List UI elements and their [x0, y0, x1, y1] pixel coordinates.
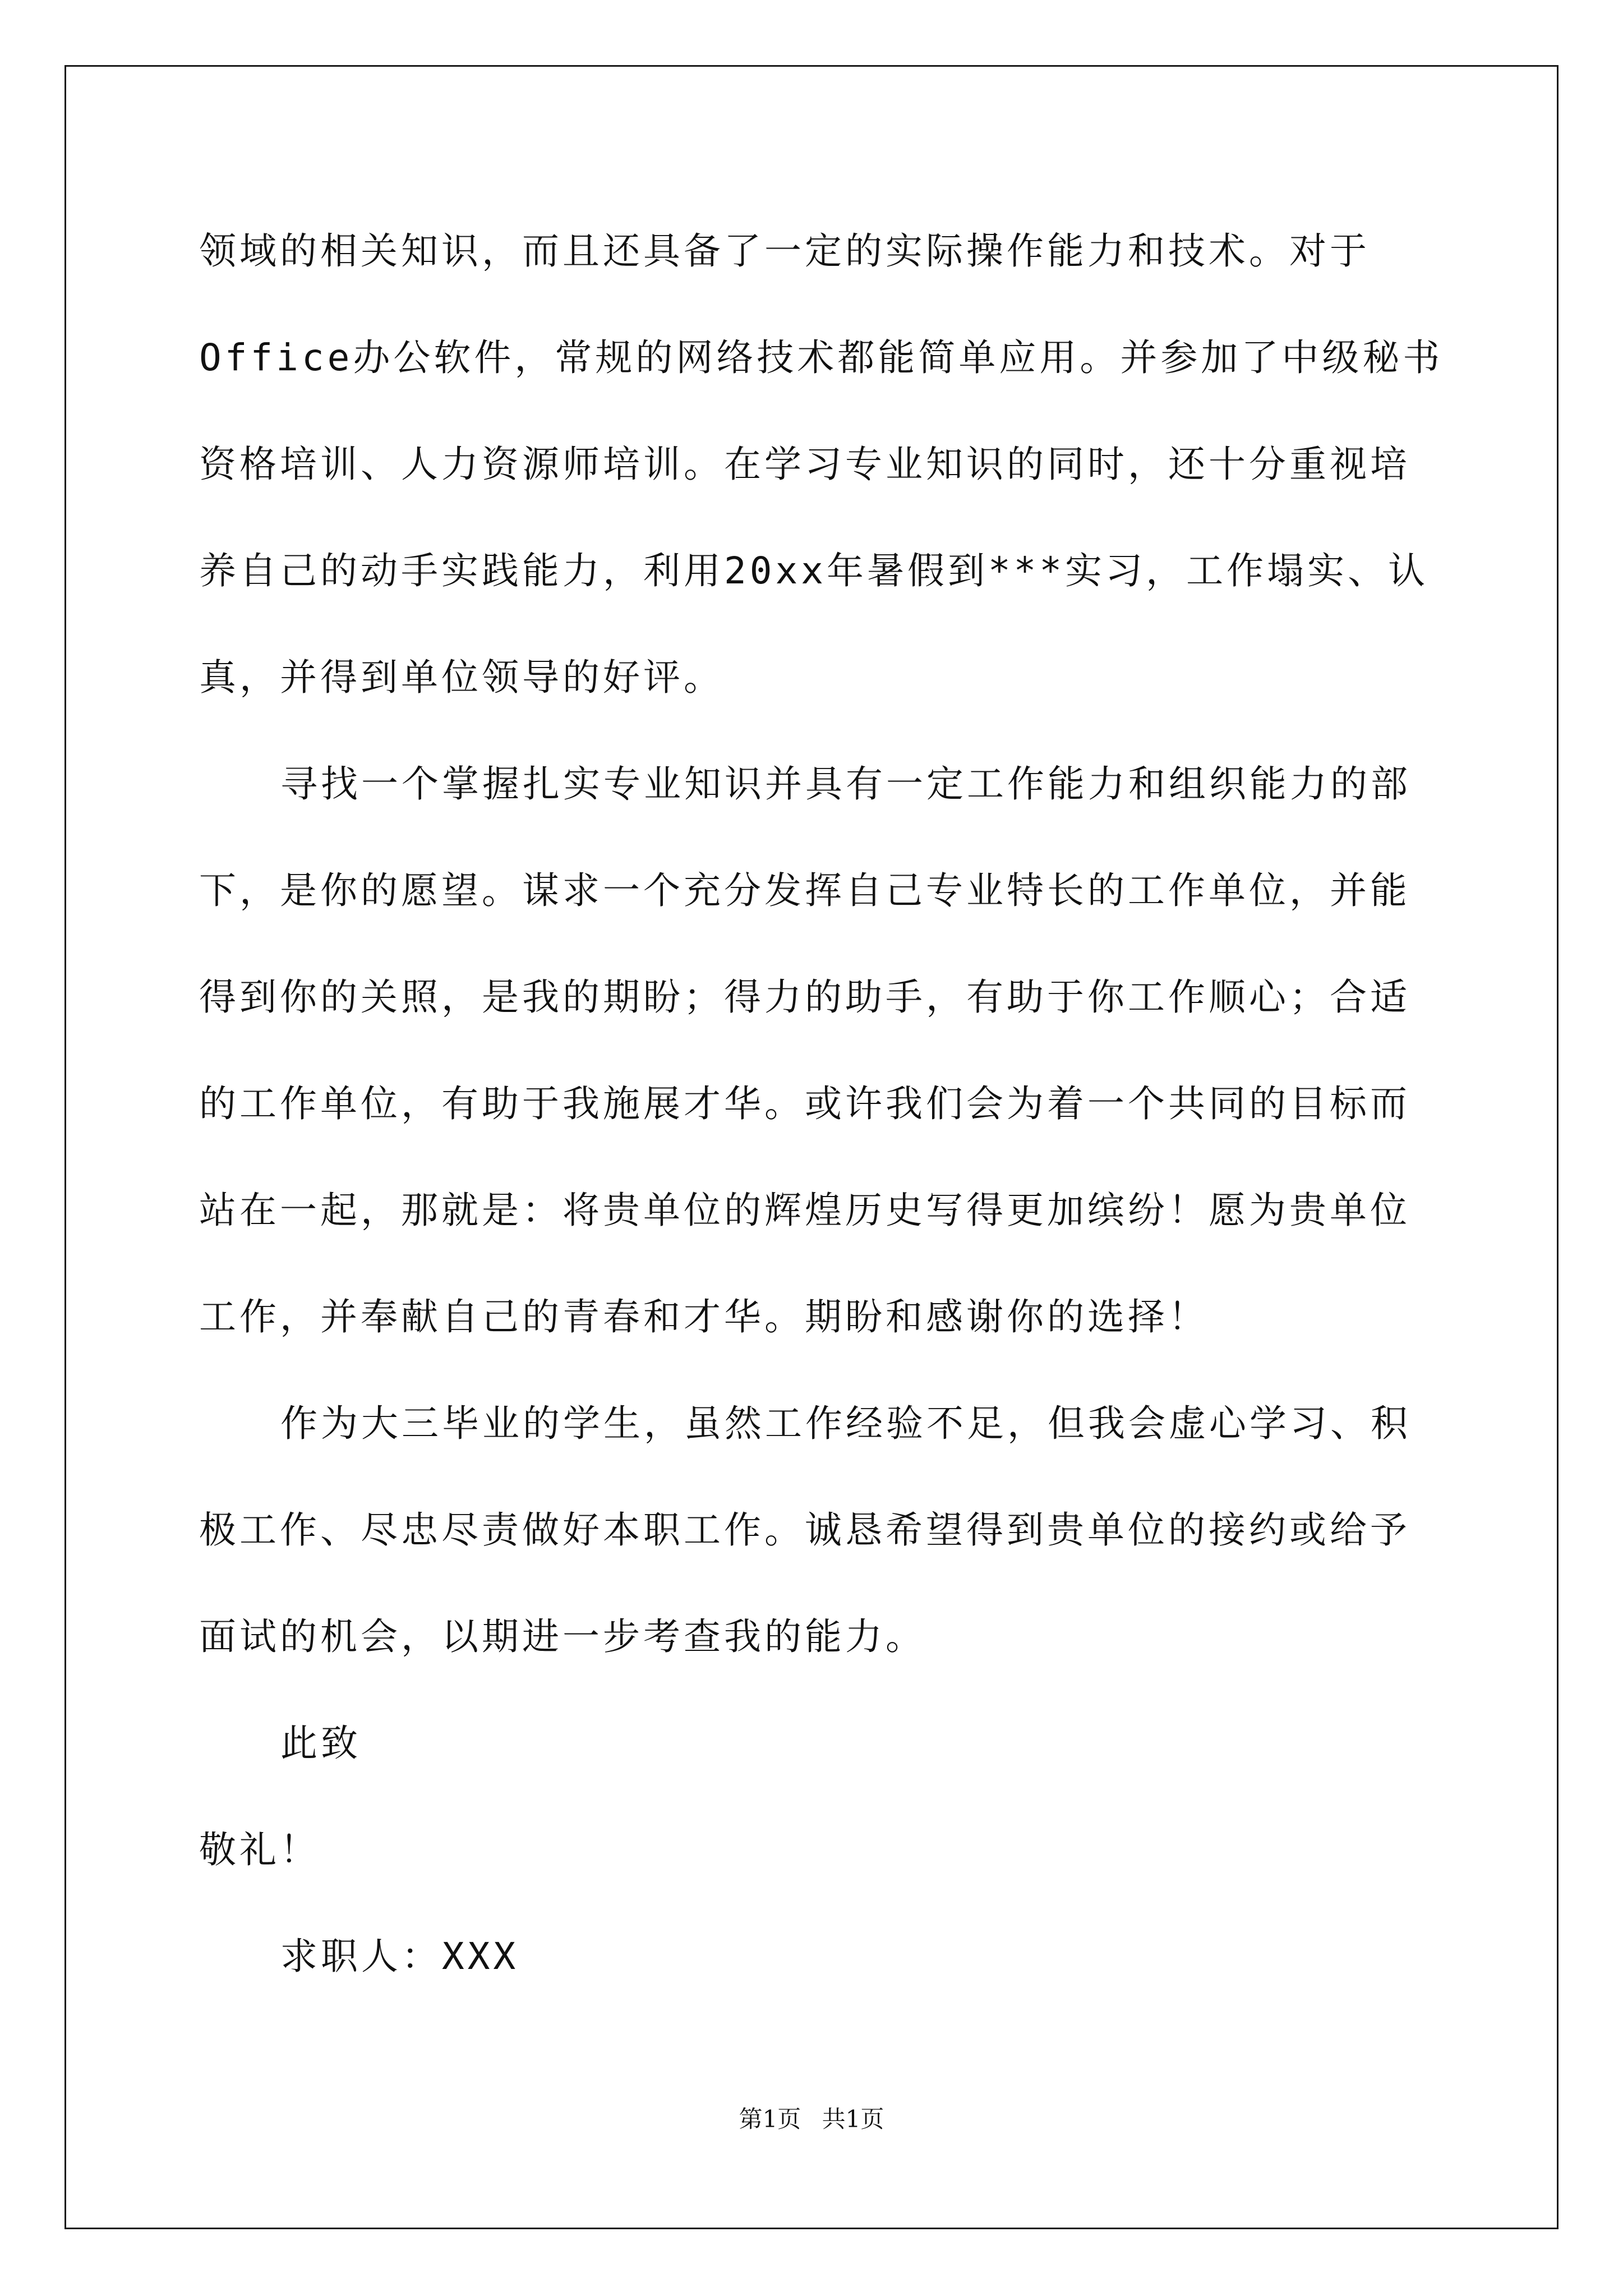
body-line: 下，是你的愿望。谋求一个充分发挥自己专业特长的工作单位，并能 [199, 869, 1410, 912]
document-body [199, 0, 1444, 2076]
closing-regards: 敬礼！ [199, 1828, 320, 1871]
body-line: 工作，并奉献自己的青春和才华。期盼和感谢你的选择！ [199, 1295, 1209, 1338]
body-line: 的工作单位，有助于我施展才华。或许我们会为着一个共同的目标而 [199, 1082, 1410, 1125]
body-line: 站在一起，那就是：将贵单位的辉煌历史写得更加缤纷！愿为贵单位 [199, 1189, 1410, 1232]
closing-salutation: 此致 [280, 1722, 361, 1765]
body-line: 领域的相关知识，而且还具备了一定的实际操作能力和技术。对于 [199, 229, 1370, 273]
page-number-total: 共1页 [822, 2105, 884, 2133]
body-line: 面试的机会，以期进一步考查我的能力。 [199, 1615, 926, 1658]
body-line: 资格培训、人力资源师培训。在学习专业知识的同时，还十分重视培 [199, 443, 1410, 486]
page-footer [0, 2101, 1623, 2134]
body-line: 极工作、尽忠尽责做好本职工作。诚恳希望得到贵单位的接约或给予 [199, 1508, 1410, 1552]
body-line: 真，并得到单位领导的好评。 [199, 656, 724, 699]
paragraph-start-line: 作为大三毕业的学生，虽然工作经验不足，但我会虚心学习、积 [280, 1402, 1411, 1445]
body-line: 得到你的关照，是我的期盼；得力的助手，有助于你工作顺心；合适 [199, 976, 1410, 1019]
signature-line: 求职人：XXX [280, 1935, 519, 1978]
body-line: 养自己的动手实践能力，利用20xx年暑假到***实习，工作塌实、认 [199, 549, 1429, 592]
paragraph-start-line: 寻找一个掌握扎实专业知识并具有一定工作能力和组织能力的部 [280, 762, 1411, 806]
body-line: Office办公软件，常规的网络技术都能简单应用。并参加了中级秘书 [199, 336, 1444, 379]
page-number-current: 第1页 [739, 2105, 801, 2133]
